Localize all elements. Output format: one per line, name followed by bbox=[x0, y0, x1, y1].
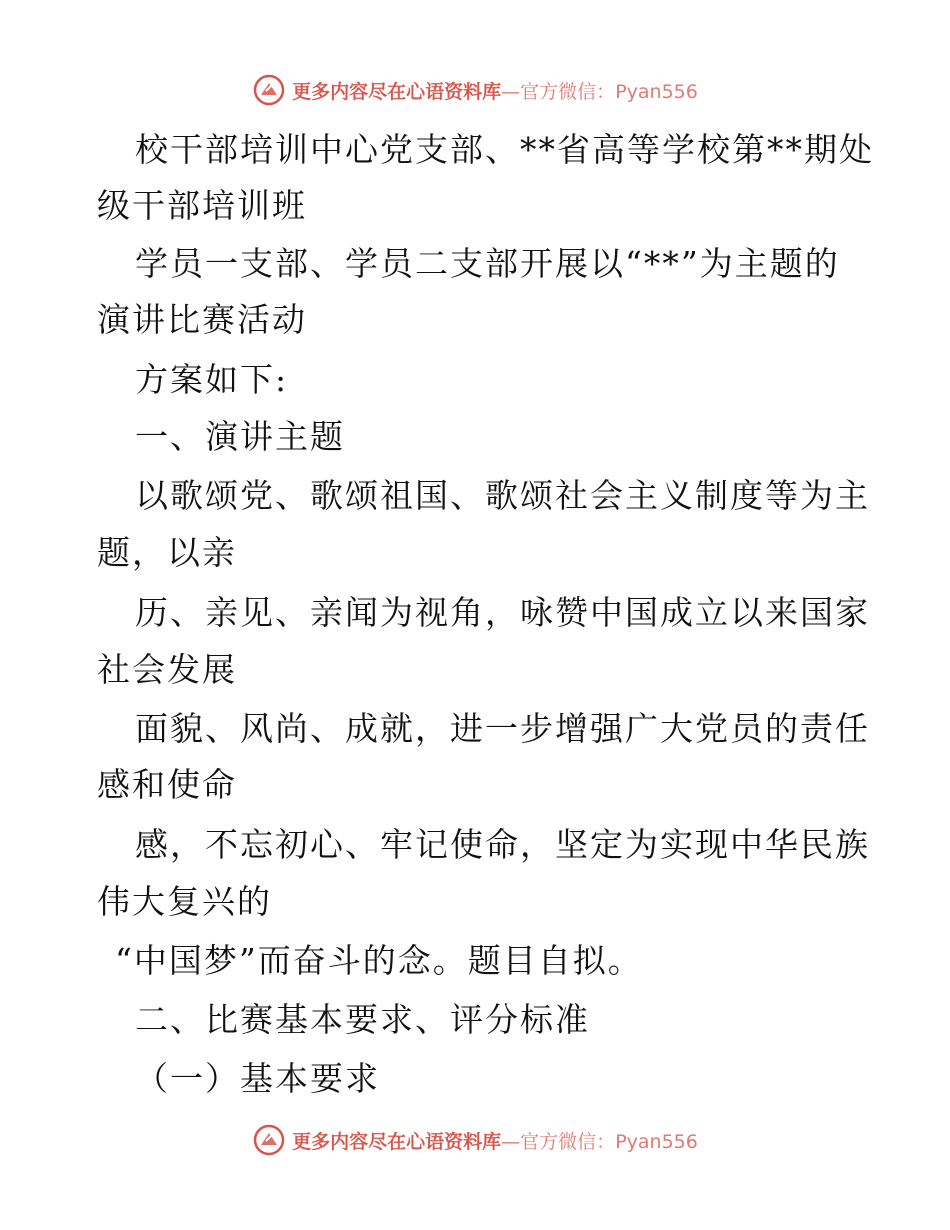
footer-watermark-text: 更多内容尽在心语资料库—官方微信：Pyan556 bbox=[292, 1130, 698, 1153]
subsection-heading: （一）基本要求 bbox=[135, 1059, 380, 1098]
paragraph-line: 以歌颂党、歌颂祖国、歌颂社会主义制度等为主 bbox=[135, 476, 870, 515]
paragraph-line: 级干部培训班 bbox=[97, 186, 307, 225]
header-watermark-text: 更多内容尽在心语资料库—官方微信：Pyan556 bbox=[292, 80, 698, 103]
book-pen-logo-icon bbox=[252, 1123, 286, 1157]
paragraph-line: 校干部培训中心党支部、**省高等学校第**期处 bbox=[135, 130, 874, 169]
paragraph-line: 历、亲见、亲闻为视角，咏赞中国成立以来国家 bbox=[135, 593, 870, 632]
paragraph-line: 感，不忘初心、牢记使命，坚定为实现中华民族 bbox=[135, 825, 870, 864]
paragraph-line: “中国梦”而奋斗的念。题目自拟。 bbox=[115, 941, 643, 980]
paragraph-line: 题，以亲 bbox=[97, 533, 237, 572]
paragraph-line: 方案如下: bbox=[135, 360, 289, 399]
paragraph-line: 感和使命 bbox=[97, 765, 237, 804]
paragraph-line: 社会发展 bbox=[97, 650, 237, 689]
section-heading: 一、演讲主题 bbox=[135, 417, 345, 456]
paragraph-line: 演讲比赛活动 bbox=[97, 300, 307, 339]
footer-watermark-banner bbox=[0, 1120, 950, 1160]
header-watermark-banner bbox=[0, 70, 950, 110]
paragraph-line: 学员一支部、学员二支部开展以“**”为主题的 bbox=[135, 244, 840, 283]
paragraph-line: 伟大复兴的 bbox=[97, 882, 272, 921]
section-heading: 二、比赛基本要求、评分标准 bbox=[135, 1000, 590, 1039]
book-pen-logo-icon bbox=[252, 73, 286, 107]
paragraph-line: 面貌、风尚、成就，进一步增强广大党员的责任 bbox=[135, 709, 870, 748]
